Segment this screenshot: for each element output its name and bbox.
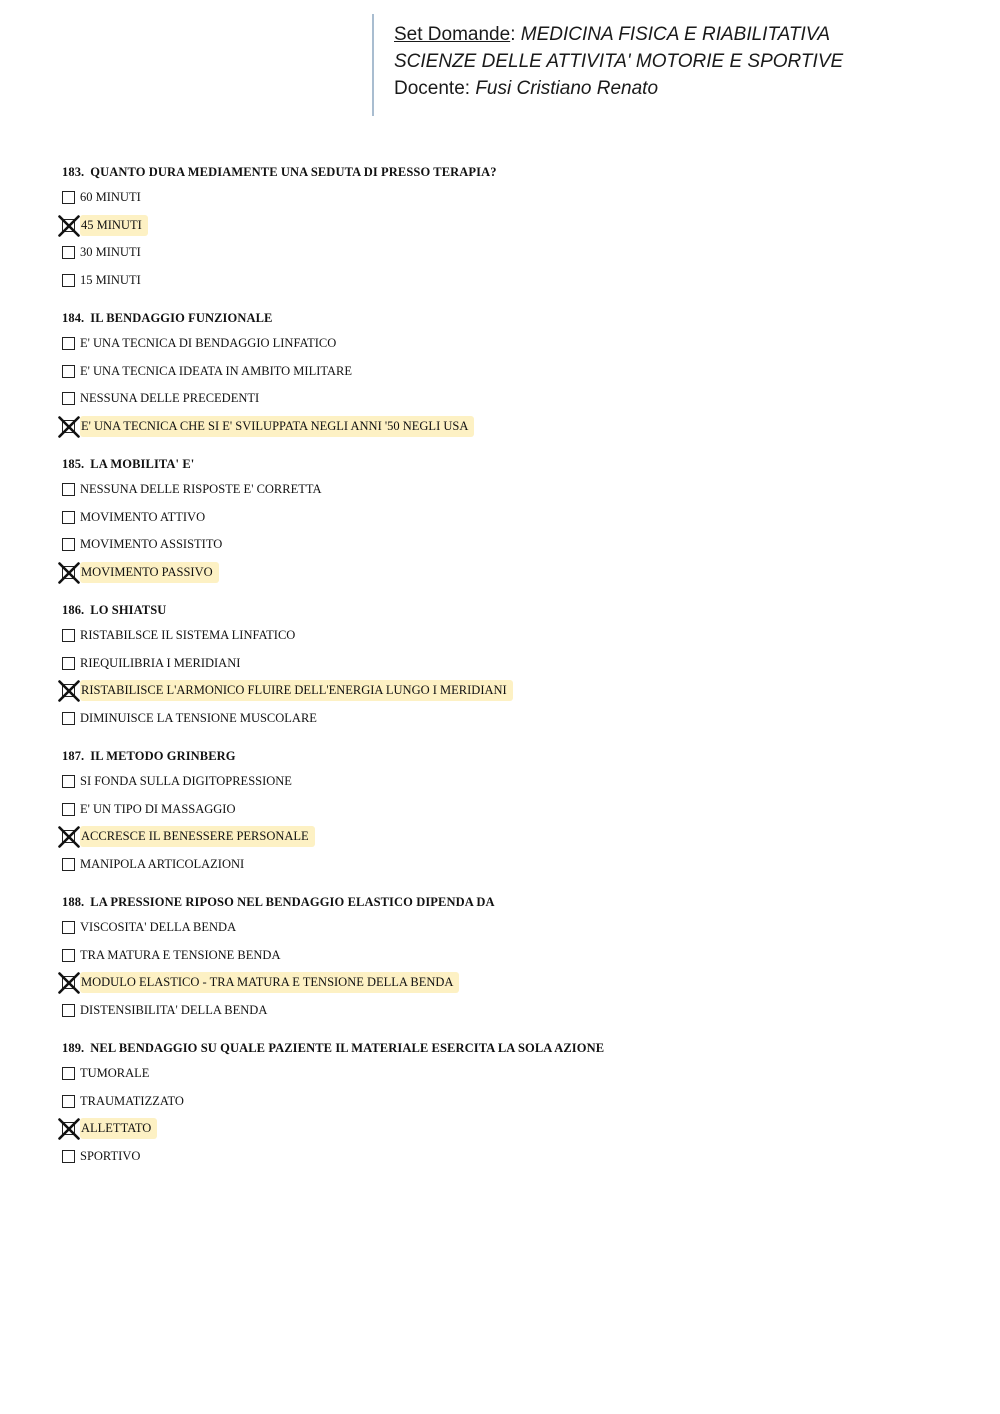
answer-option-text: TRA MATURA E TENSIONE BENDA — [80, 947, 281, 962]
set-line — [394, 21, 932, 48]
answer-option-text: SI FONDA SULLA DIGITOPRESSIONE — [80, 774, 292, 789]
question-number: 184. — [62, 311, 85, 325]
answer-option-selected[interactable] — [62, 823, 962, 851]
answer-option-text: MANIPOLA ARTICOLAZIONI — [80, 856, 245, 871]
checkbox-icon[interactable] — [62, 1150, 75, 1163]
question-title — [62, 306, 962, 330]
checkbox-icon[interactable] — [62, 858, 75, 871]
checkbox-icon[interactable] — [62, 803, 75, 816]
answer-option[interactable] — [62, 1088, 962, 1116]
question-title — [62, 890, 962, 914]
answer-option-text: E' UNA TECNICA DI BENDAGGIO LINFATICO — [80, 336, 337, 351]
answer-option-selected[interactable] — [62, 212, 962, 240]
answer-option-text: NESSUNA DELLE PRECEDENTI — [80, 391, 260, 406]
answer-option-selected[interactable] — [62, 969, 962, 997]
answer-option-text: DIMINUISCE LA TENSIONE MUSCOLARE — [80, 710, 317, 725]
question-number: 188. — [62, 895, 85, 909]
checkbox-icon[interactable] — [62, 1067, 75, 1080]
answer-option[interactable] — [62, 1060, 962, 1088]
answer-option[interactable] — [62, 705, 962, 733]
answer-option-text: RIEQUILIBRIA I MERIDIANI — [80, 655, 241, 670]
question-text: IL METODO GRINBERG — [90, 749, 236, 763]
question-text: IL BENDAGGIO FUNZIONALE — [90, 311, 273, 325]
answer-option[interactable] — [62, 239, 962, 267]
answer-option-text: RISTABILISCE L'ARMONICO FLUIRE DELL'ENERGIA LUNGO I MERIDIANI — [80, 680, 513, 701]
checkbox-icon[interactable] — [62, 629, 75, 642]
checkbox-icon[interactable] — [62, 365, 75, 378]
checkbox-icon[interactable] — [62, 392, 75, 405]
checkbox-icon[interactable] — [62, 483, 75, 496]
question-number: 186. — [62, 603, 85, 617]
checkbox-icon[interactable] — [62, 657, 75, 670]
question-block — [62, 598, 962, 732]
set-label: Set Domande — [394, 24, 511, 45]
question-text: LA MOBILITA' E' — [90, 457, 195, 471]
question-block — [62, 744, 962, 878]
checkbox-icon[interactable] — [62, 775, 75, 788]
checkbox-icon[interactable] — [62, 1004, 75, 1017]
answer-option-text: SPORTIVO — [80, 1148, 141, 1163]
question-title — [62, 598, 962, 622]
checked-box-icon[interactable] — [62, 219, 75, 232]
question-number: 189. — [62, 1041, 85, 1055]
answer-option-text: MOVIMENTO ATTIVO — [80, 509, 206, 524]
answer-option-text: ALLETTATO — [80, 1118, 157, 1139]
checkbox-icon[interactable] — [62, 246, 75, 259]
question-block — [62, 452, 962, 586]
checked-box-icon[interactable] — [62, 566, 75, 579]
checkbox-icon[interactable] — [62, 511, 75, 524]
question-text: NEL BENDAGGIO SU QUALE PAZIENTE IL MATERIALE ESERCITA LA SOLA AZIONE — [90, 1041, 605, 1055]
answer-option-text: MOVIMENTO PASSIVO — [80, 562, 219, 583]
checkbox-icon[interactable] — [62, 274, 75, 287]
checkbox-icon[interactable] — [62, 1095, 75, 1108]
question-number: 185. — [62, 457, 85, 471]
answer-option-text: 60 MINUTI — [80, 190, 141, 205]
answer-option-text: TRAUMATIZZATO — [80, 1093, 184, 1108]
checked-box-icon[interactable] — [62, 976, 75, 989]
checked-box-icon[interactable] — [62, 684, 75, 697]
answer-option-text: TUMORALE — [80, 1066, 150, 1081]
question-block — [62, 306, 962, 440]
question-text: LO SHIATSU — [90, 603, 167, 617]
answer-option-text: 15 MINUTI — [80, 272, 141, 287]
question-text: LA PRESSIONE RIPOSO NEL BENDAGGIO ELASTICO DIPENDA DA — [90, 895, 495, 909]
answer-option[interactable] — [62, 914, 962, 942]
teacher-name: Fusi Cristiano Renato — [475, 78, 659, 99]
answer-option[interactable] — [62, 330, 962, 358]
answer-option[interactable] — [62, 385, 962, 413]
answer-option-text: E' UN TIPO DI MASSAGGIO — [80, 801, 236, 816]
question-title — [62, 160, 962, 184]
answer-option-text: DISTENSIBILITA' DELLA BENDA — [80, 1002, 268, 1017]
answer-option[interactable] — [62, 851, 962, 879]
answer-option-selected[interactable] — [62, 559, 962, 587]
answer-option-text: NESSUNA DELLE RISPOSTE E' CORRETTA — [80, 482, 322, 497]
answer-option[interactable] — [62, 650, 962, 678]
answer-option[interactable] — [62, 1143, 962, 1171]
subject-line-1: MEDICINA FISICA E RIABILITATIVA — [520, 24, 831, 45]
checked-box-icon[interactable] — [62, 420, 75, 433]
teacher-line — [394, 75, 932, 102]
checked-box-icon[interactable] — [62, 830, 75, 843]
answer-option-text: E' UNA TECNICA CHE SI E' SVILUPPATA NEGLI ANNI '50 NEGLI USA — [80, 416, 474, 437]
answer-option[interactable] — [62, 997, 962, 1025]
answer-option[interactable] — [62, 768, 962, 796]
question-block — [62, 160, 962, 294]
answer-option-text: RISTABILSCE IL SISTEMA LINFATICO — [80, 628, 296, 643]
answer-option[interactable] — [62, 622, 962, 650]
answer-option-text: ACCRESCE IL BENESSERE PERSONALE — [80, 826, 315, 847]
question-number: 187. — [62, 749, 85, 763]
answer-option[interactable] — [62, 358, 962, 386]
question-title — [62, 1036, 962, 1060]
answer-option[interactable] — [62, 796, 962, 824]
question-number: 183. — [62, 165, 85, 179]
answer-option[interactable] — [62, 184, 962, 212]
answer-option[interactable] — [62, 504, 962, 532]
answer-option-text: 45 MINUTI — [80, 215, 148, 236]
answer-option[interactable] — [62, 476, 962, 504]
set-separator: : — [510, 24, 521, 45]
question-title — [62, 452, 962, 476]
checkbox-icon[interactable] — [62, 191, 75, 204]
checkbox-icon[interactable] — [62, 949, 75, 962]
answer-option-selected[interactable] — [62, 677, 962, 705]
question-text: QUANTO DURA MEDIAMENTE UNA SEDUTA DI PRESSO TERAPIA? — [90, 165, 497, 179]
checked-box-icon[interactable] — [62, 1122, 75, 1135]
checkbox-icon[interactable] — [62, 337, 75, 350]
checkbox-icon[interactable] — [62, 921, 75, 934]
checkbox-icon[interactable] — [62, 538, 75, 551]
question-title — [62, 744, 962, 768]
question-block — [62, 1036, 962, 1170]
question-list — [62, 160, 962, 1182]
answer-option-text: MODULO ELASTICO - TRA MATURA E TENSIONE DELLA BENDA — [80, 972, 459, 993]
checkbox-icon[interactable] — [62, 712, 75, 725]
answer-option-text: VISCOSITA' DELLA BENDA — [80, 920, 237, 935]
answer-option-text: E' UNA TECNICA IDEATA IN AMBITO MILITARE — [80, 363, 353, 378]
subject-line-2: SCIENZE DELLE ATTIVITA' MOTORIE E SPORTIVE — [394, 51, 844, 72]
header-block — [372, 14, 932, 116]
teacher-label: Docente: — [394, 78, 476, 99]
answer-option[interactable] — [62, 267, 962, 295]
answer-option-text: 30 MINUTI — [80, 245, 141, 260]
question-block — [62, 890, 962, 1024]
answer-option-text: MOVIMENTO ASSISTITO — [80, 537, 223, 552]
answer-option[interactable] — [62, 942, 962, 970]
answer-option-selected[interactable] — [62, 413, 962, 441]
answer-option[interactable] — [62, 531, 962, 559]
answer-option-selected[interactable] — [62, 1115, 962, 1143]
